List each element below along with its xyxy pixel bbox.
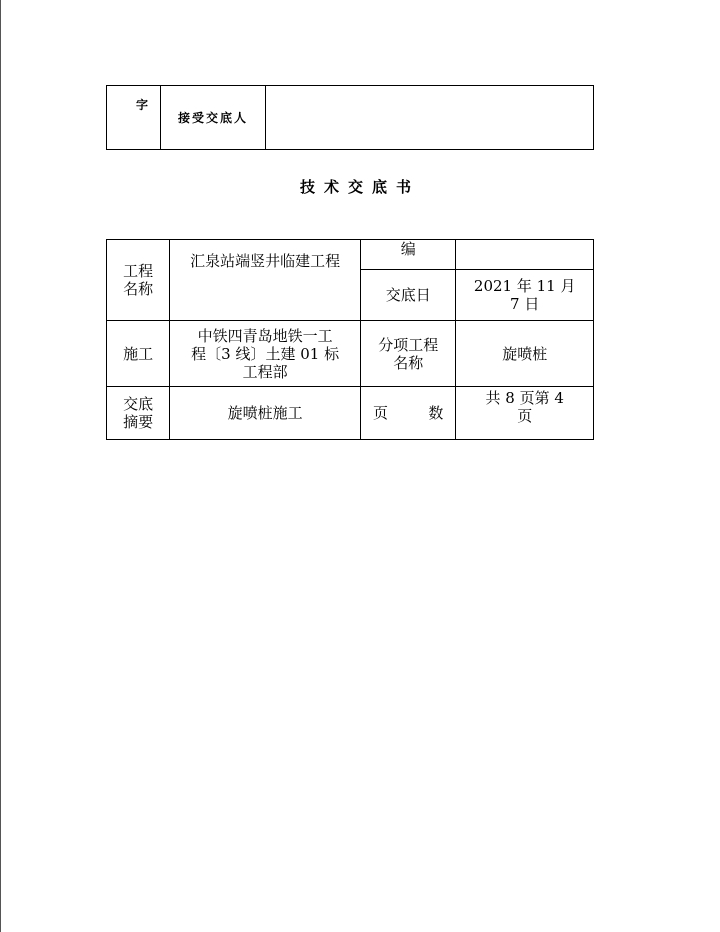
page-left-edge (0, 0, 1, 932)
document-title: 技术交底书 (299, 178, 420, 196)
project-name-value (170, 240, 361, 321)
number-label: 编 (361, 240, 456, 270)
summary-label: 交底 摘要 (107, 387, 170, 440)
project-name-label: 工程 名称 (107, 240, 170, 321)
pages-label (361, 387, 456, 440)
subitem-label: 分项工程 名称 (361, 321, 456, 387)
date-label: 交底日 (361, 270, 456, 321)
summary-value: 旋喷桩施工 (170, 387, 361, 440)
signature-fragment-cell (107, 86, 161, 150)
construction-value: 中铁四青岛地铁一工 程〔3 线〕土建 01 标 工程部 (170, 321, 361, 387)
receiver-label: 接受交底人 (177, 110, 248, 125)
info-table (106, 239, 594, 440)
subitem-value: 旋喷桩 (456, 321, 594, 387)
construction-label: 施工 (107, 321, 170, 387)
signature-fragment: 字 (135, 98, 148, 112)
receiver-label-cell (161, 86, 266, 150)
date-value: 2021 年 11 月 7 日 (456, 270, 594, 321)
number-value[interactable] (456, 240, 594, 270)
pages-value: 共 8 页第 4 页 (456, 387, 594, 440)
signature-table (106, 85, 594, 150)
receiver-value-cell[interactable] (266, 86, 594, 150)
pages-label-1: 页 (373, 404, 389, 422)
project-name-text: 汇泉站端竖井临建工程 (190, 252, 341, 270)
pages-label-2: 数 (428, 404, 444, 422)
